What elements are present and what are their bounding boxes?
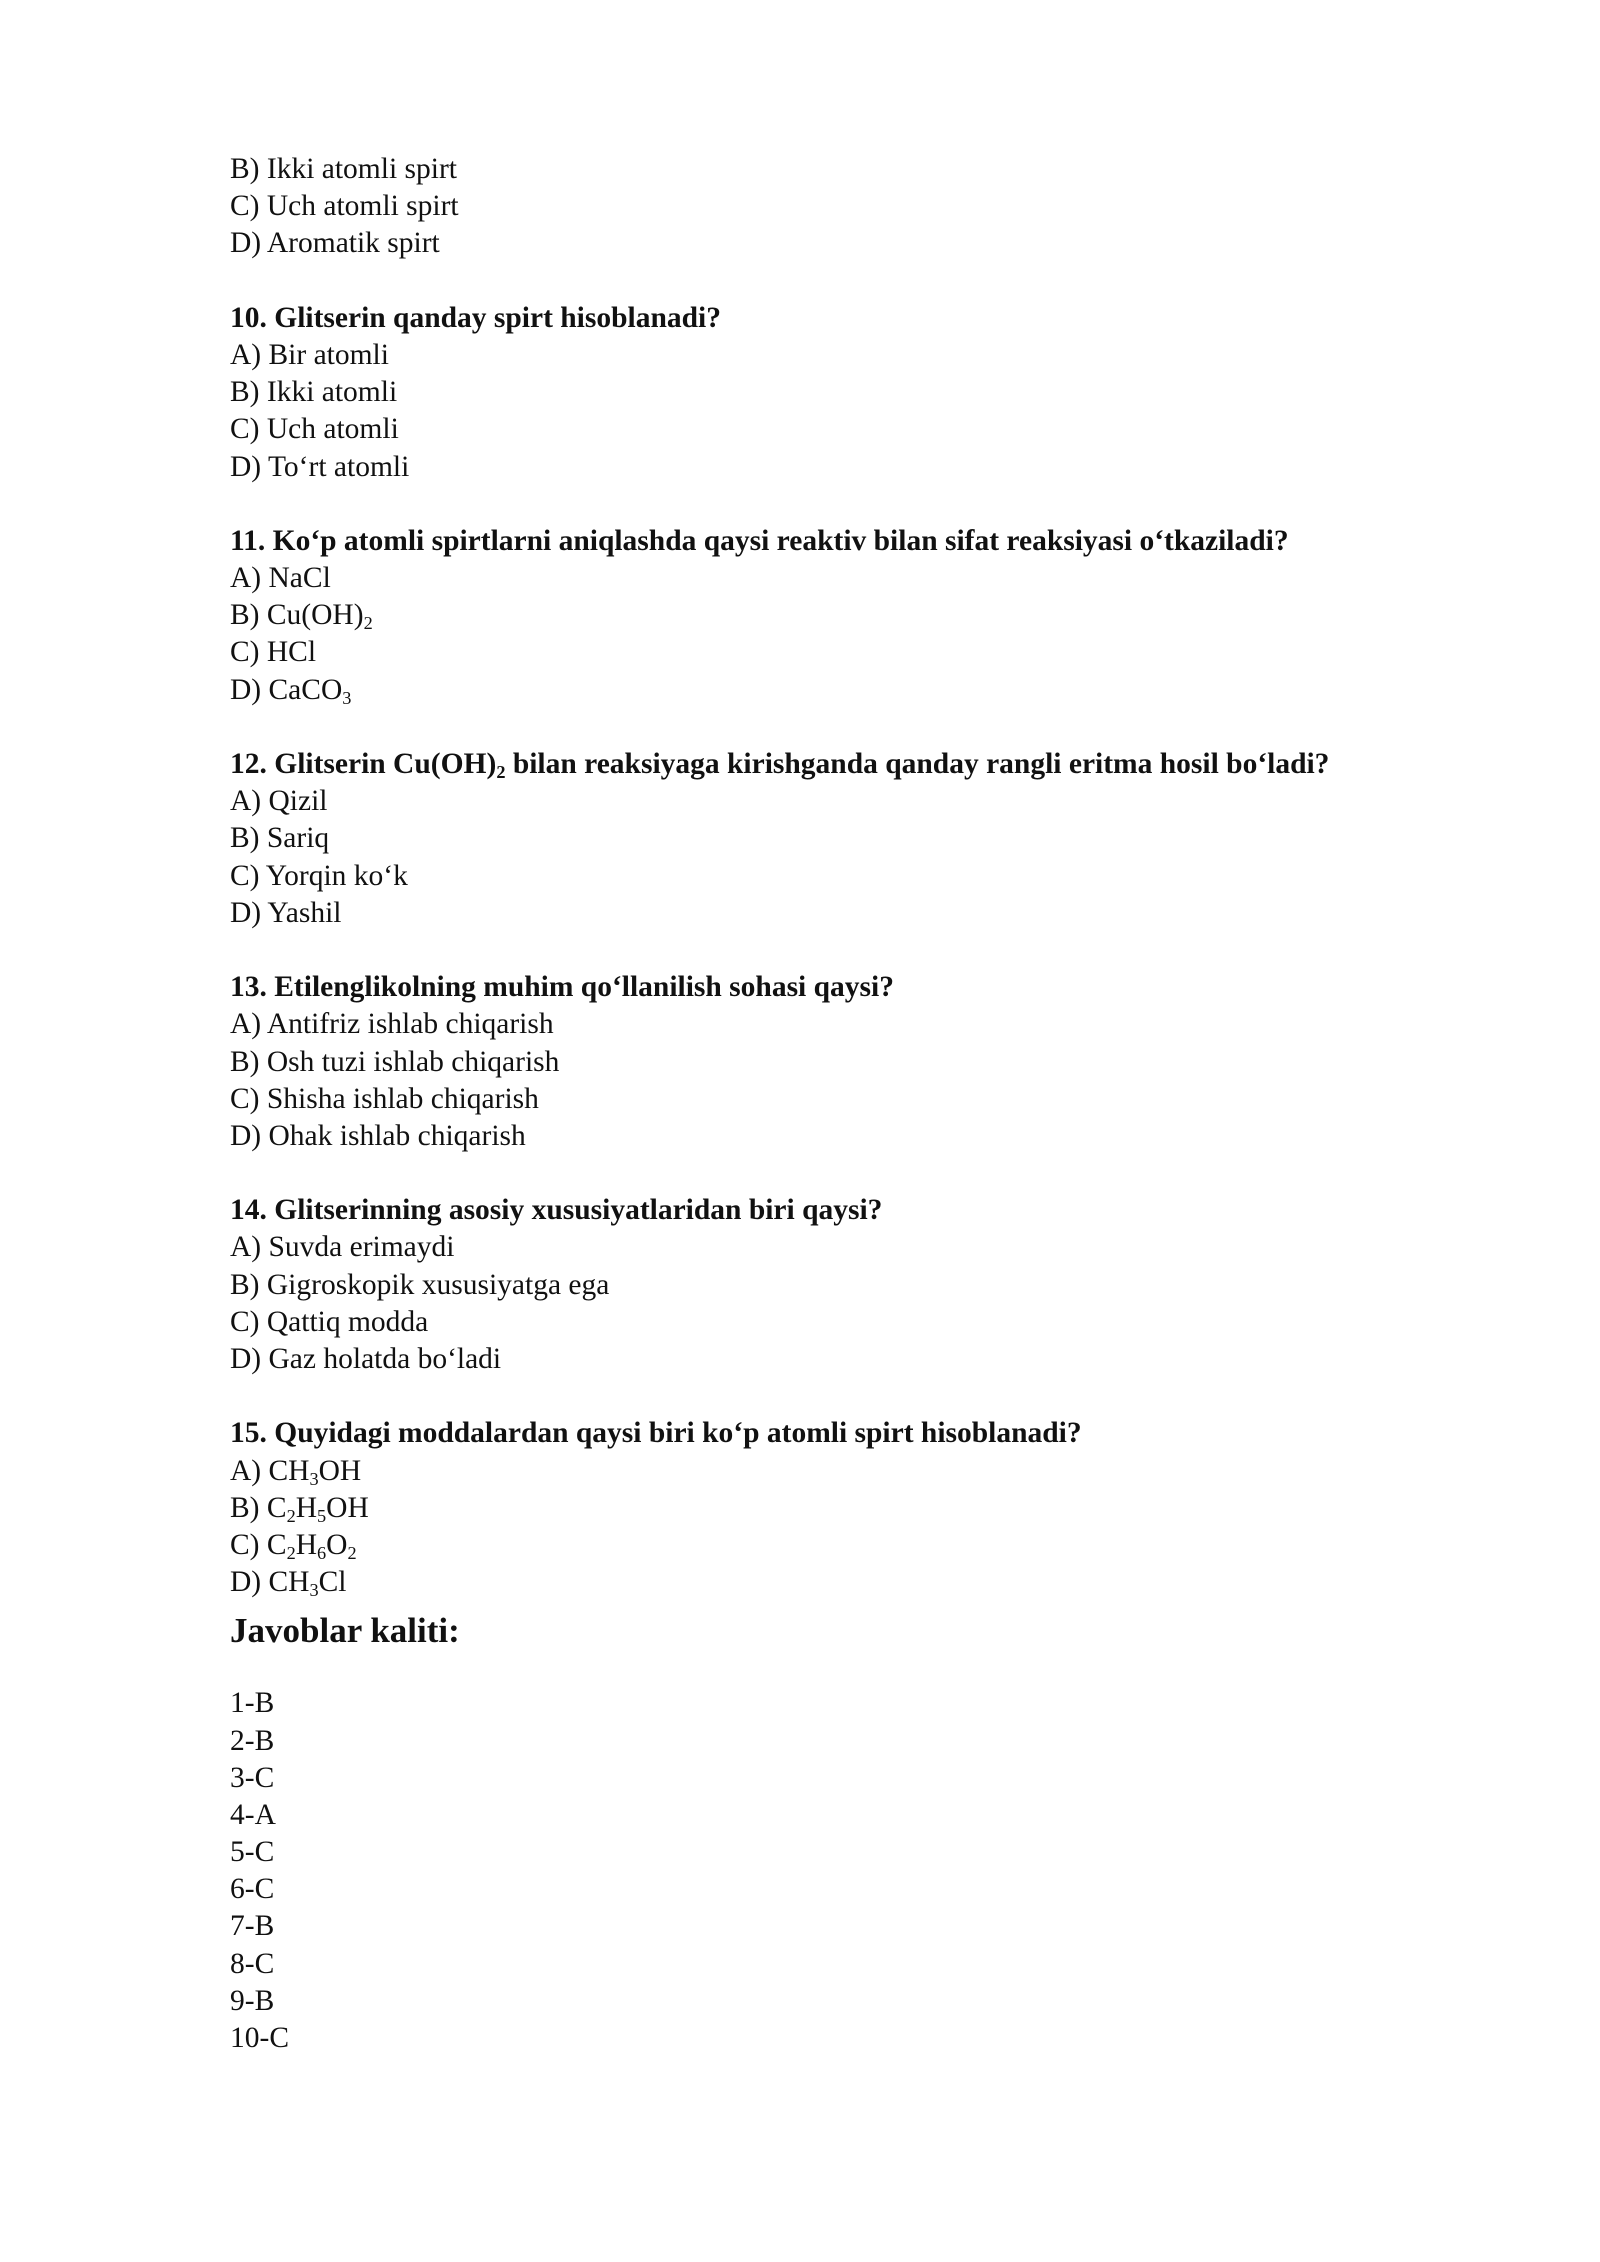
answer-item: 2-B <box>230 1724 275 1757</box>
option-text: D) Yashil <box>230 896 342 929</box>
answer-key-list <box>230 1685 1530 2057</box>
continued-options <box>230 151 1530 263</box>
answer-item: 10-C <box>230 2022 289 2054</box>
question-text: 14. Glitserinning asosiy xususiyatlaridan biri qaysi? <box>230 1194 883 1227</box>
option-text: A) Antifriz ishlab chiqarish <box>230 1008 554 1041</box>
question-text: 13. Etilenglikolning muhim qo‘llanilish sohasi qaysi? <box>230 971 894 1004</box>
question-block-12 <box>230 746 1530 932</box>
answer-item: 8-C <box>230 1947 275 1980</box>
answer-item: 4-A <box>230 1798 276 1831</box>
option-text: D) CaCO$_3$ <box>230 673 352 708</box>
option-text: B) Sariq <box>230 822 330 855</box>
option-text: D) Ohak ishlab chiqarish <box>230 1119 526 1152</box>
document-page <box>230 151 1530 2057</box>
answer-item: 5-C <box>230 1836 275 1869</box>
question-block-13 <box>230 969 1530 1155</box>
question-block-10 <box>230 300 1530 486</box>
question-text: 11. Ko‘p atomli spirtlarni aniqlashda qaysi reaktiv bilan sifat reaksiyasi o‘tkaziladi? <box>230 524 1289 557</box>
option-text: C) Shisha ishlab chiqarish <box>230 1082 539 1115</box>
option-text: C) $C_2H_6O_2$ <box>230 1528 357 1564</box>
answer-key-heading: Javoblar kaliti: <box>230 1611 460 1651</box>
question-block-15 <box>230 1415 1530 1601</box>
answer-item: 3-C <box>230 1761 275 1794</box>
option-text: C) Uch atomli <box>230 413 399 446</box>
question-block-11 <box>230 523 1530 709</box>
option-text: B) Osh tuzi ishlab chiqarish <box>230 1045 560 1078</box>
question-text: 12. Glitserin $Cu(OH)_2$ bilan reaksiyaga kirishganda qanday rangli eritma hosil bo‘ladi? <box>230 748 1330 783</box>
answer-item: 9-B <box>230 1984 275 2017</box>
option-text: D) To‘rt atomli <box>230 450 410 483</box>
option-text: B) $Cu(OH)_2$ <box>230 599 373 634</box>
option-text: B) Ikki atomli <box>230 376 398 409</box>
option-text: D) $CH_3Cl$ <box>230 1566 347 1601</box>
answer-item: 1-B <box>230 1687 275 1720</box>
option-text: D) Aromatik spirt <box>230 227 440 260</box>
option-text: C) HCl <box>230 636 317 669</box>
option-text: A) NaCl <box>230 562 331 595</box>
option-text: B) $C_2H_5OH$ <box>230 1491 369 1526</box>
option-text: A) Suvda erimaydi <box>230 1231 455 1264</box>
question-text: 10. Glitserin qanday spirt hisoblanadi? <box>230 301 721 334</box>
option-text: C) Uch atomli spirt <box>230 190 459 223</box>
option-text: C) Yorqin ko‘k <box>230 859 408 892</box>
option-text: C) Qattiq modda <box>230 1305 429 1338</box>
option-text: D) Gaz holatda bo‘ladi <box>230 1343 502 1375</box>
option-text: B) Gigroskopik xususiyatga ega <box>230 1268 610 1301</box>
answer-item: 6-C <box>230 1873 275 1906</box>
question-block-14 <box>230 1192 1530 1378</box>
option-text: A) $CH_3OH$ <box>230 1454 362 1489</box>
question-text: 15. Quyidagi moddalardan qaysi biri ko‘p atomli spirt hisoblanadi? <box>230 1417 1082 1450</box>
option-text: B) Ikki atomli spirt <box>230 153 457 185</box>
option-text: A) Bir atomli <box>230 338 389 371</box>
answer-item: 7-B <box>230 1910 275 1943</box>
option-text: A) Qizil <box>230 785 328 818</box>
